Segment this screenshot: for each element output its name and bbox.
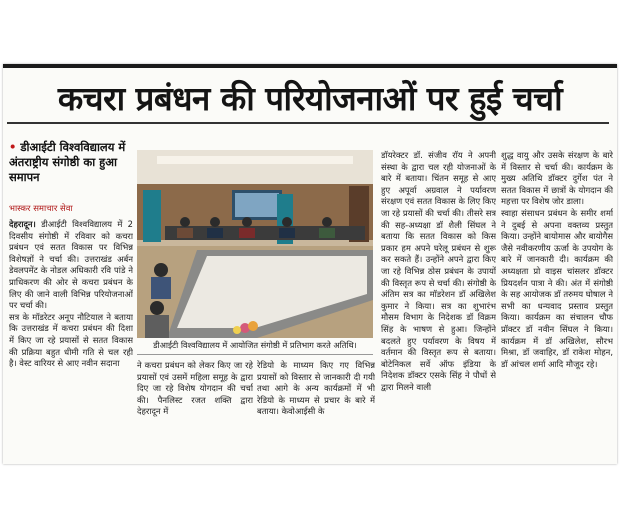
photo-caption: डीआईटी विश्वविद्यालय में आयोजित संगोष्ठी में प्रतिभाग करते अतिथि। — [153, 340, 357, 350]
headline: कचरा प्रबंधन की परियोजनाओं पर हुई चर्चा — [57, 79, 563, 118]
column-1-text-1: डीआईटी विश्वविद्यालय में 2 दिवसीय संगोष्ठी में रविवार को कचरा प्रबंधन एवं सतत विकास पर विभिन्न विशेषज्ञों ने चर्चा की। उत्तराखंड अर्बन डेवलपमेंट के नोडल अधिकारी रवि पांडे ने प्राधिकरण की ओर से कचरा प्रबंधन के लिए की जाने वाली विभिन्न परियोजनाओं पर चर्चा की। — [9, 219, 133, 311]
article-column-3: रेडियो के माध्यम किए गए विभिन्न प्रयासों को विस्तार से जानकारी दी गयी तथा आगे के अन्य कार्यक्रमों में भी रेडियो के माध्यम से प्रचार के बारे में बताया। केवोआईसी के — [257, 360, 375, 417]
byline: भास्कर समाचार सेवा — [9, 204, 73, 214]
conference-photo-illustration — [137, 150, 373, 338]
event-photo — [137, 150, 373, 338]
dateline: देहरादून। — [9, 219, 36, 229]
article-column-5 — [501, 150, 613, 464]
subhead-text: डीआईटी विश्वविद्यालय में अंतराष्ट्रीय संगोष्ठी का हुआ समापन — [9, 140, 126, 184]
caption-rule — [137, 354, 373, 355]
article-column-2: ने कचरा प्रबंधन को लेकर किए जा रहे प्रयासों एवं उसमें महिला समूह के द्वारा दिए जा रहे विशेष योगदान की चर्चा की। पैनलिस्ट रजत शक्ति द्वारा देहरादून में — [137, 360, 253, 417]
headline-rule — [7, 122, 609, 124]
column-1-paragraph-2: सत्र के मॉडरेटर अनूप नौटियाल ने बताया कि उत्तराखंड में कचरा प्रबंधन की दिशा में किए जा रहे प्रयासों से सतत विकास की प्रक्रिया बहुत धीमी गति से चल रही है। वेस्ट वारियर से आए नवीन सदाना — [9, 311, 133, 369]
subheadline — [9, 140, 133, 185]
subhead-bullet: • — [9, 140, 17, 154]
column-1-paragraph-1 — [9, 219, 133, 312]
column-5-paragraph-2: स्वाहा संसाधन प्रबंधन के समीर शर्मा ने दुबई से अपना वक्तव्य प्रस्तुत किया। उन्होंने बायोमास और बायोगैस जैसे नवीकरणीय ऊर्जा के उपयोग के बारे में जानकारी दी। कार्यक्रम की अध्यक्षता प्रो वाइस चांसलर डॉक्टर प्रियदर्शन पात्रा ने की। अंत में संगोष्ठी के सह आयोजक डॉ तरुमय घोषाल ने सभी का धन्यवाद प्रस्ताव प्रस्तुत किया। कार्यक्रम का संचालन चौफ प्रॉक्टर डॉ नवीन सिंघल ने किया। कार्यक्रम में डॉ अखिलेश, सौरभ मिश्रा, डॉ जवाहिर, डॉ राकेश मोहन, डॉ आंचल शर्मा आदि मौजूद रहे। — [501, 207, 613, 369]
column-5-paragraph-1: शुद्ध वायु और उसके संरक्षण के बारे में विस्तार से चर्चा की। कार्यक्रम के मुख्य अतिथि डॉक्टर दुर्गेश पंत ने सतत विकास में छात्रों के योगदान की महत्ता पर विशेष जोर डाला। — [501, 150, 613, 207]
top-rule — [3, 64, 617, 68]
newspaper-clipping — [3, 64, 617, 464]
article-column-4: डॉयरेक्टर डॉ. संजीव रॉय ने अपनी संस्था के द्वारा चल रही योजनाओं के बारे में बताया। चिंतन समूह से आए हुए अपूर्वा अग्रवाल ने पर्यावरण संरक्षण एवं सतत विकास के लिए किए जा रहे प्रयासों की चर्चा की। तीसरे सत्र की सह-अध्यक्षा डॉ शैली सिंघल ने बताया कि सतत विकास को किस प्रकार हम अपने घरेलू प्रबंधन से शुरू कर सकते हैं। उन्होंने अपने द्वारा किए जा रहे विभिन्न ठोस प्रबंधन के उपायों की विस्तृत रूप से चर्चा की। संगोष्ठी के अंतिम सत्र का मॉडरेशन डॉ अखिलेश कुमार ने किया। सत्र का शुभारंभ मौसम विभाग के निदेशक डॉ विक्रम सिंह के भाषण से हुआ। जिन्होंने बदलते हुए पर्यावरण के विषय में वर्तमान की विस्तृत रूप से बताया। बोटेनिकल सर्वे ऑफ इंडिया के निदेशक डॉक्टर एसके सिंह ने पौधों से द्वारा मिलने वाली — [381, 150, 496, 392]
article-column-1 — [9, 219, 133, 459]
